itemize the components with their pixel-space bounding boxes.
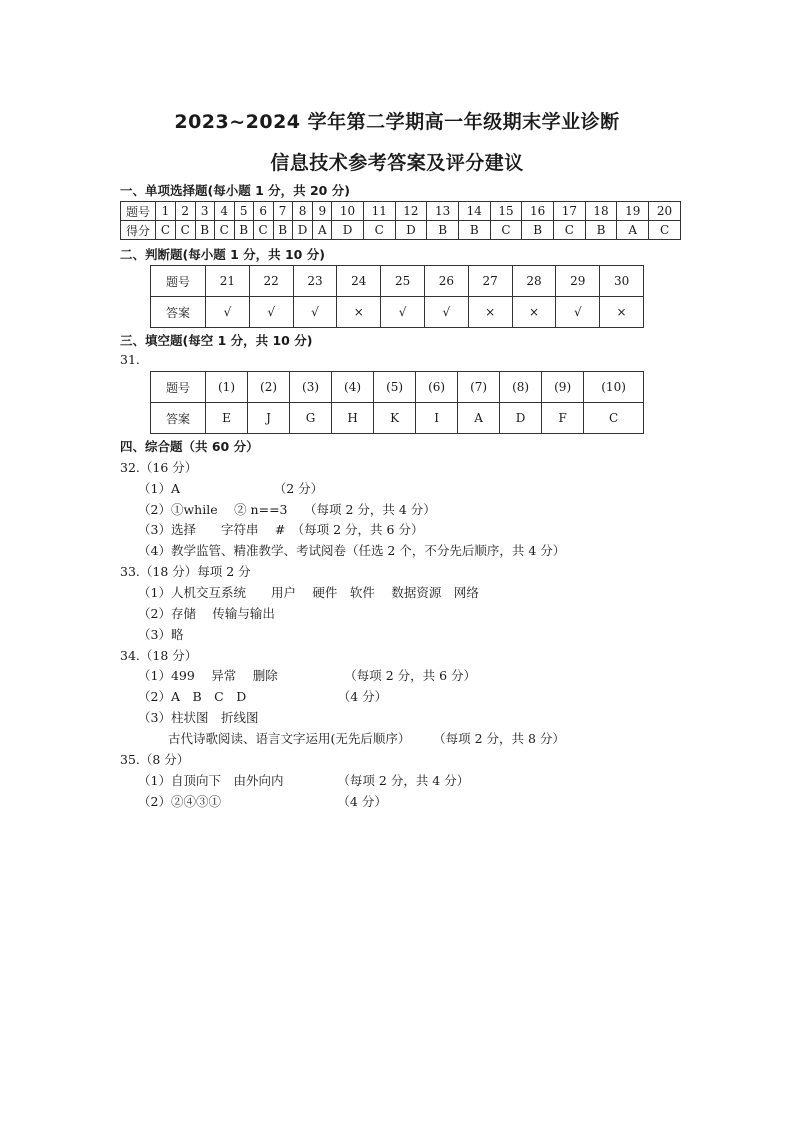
table-cell: 7 <box>273 202 292 221</box>
table-cell: 23 <box>293 266 337 297</box>
row-label: 题号 <box>151 372 206 403</box>
table-cell: G <box>290 403 332 434</box>
answer-line: 古代诗歌阅读、语言文字运用(无先后顺序） （每项 2 分，共 8 分） <box>168 731 565 746</box>
table-cell: √ <box>381 297 425 328</box>
section-4-heading: 四、综合题（共 60 分） <box>120 439 259 454</box>
table-cell: B <box>195 221 214 240</box>
answer-line: （3）略 <box>138 627 184 642</box>
fill-blank-answer-table <box>150 371 644 434</box>
table-cell: 19 <box>617 202 649 221</box>
section-3-heading: 三、填空题(每空 1 分，共 10 分) <box>120 333 313 348</box>
table-cell: B <box>458 221 490 240</box>
judgment-answer-table <box>150 265 644 328</box>
answer-line: （2）②④③① （4 分） <box>138 794 387 809</box>
table-cell: 27 <box>468 266 512 297</box>
table-cell: C <box>554 221 586 240</box>
table-cell: 22 <box>249 266 293 297</box>
table-cell: 28 <box>512 266 556 297</box>
choice-answer-table <box>120 201 681 240</box>
table-cell: 17 <box>554 202 586 221</box>
table-cell: 13 <box>427 202 459 221</box>
table-cell: 12 <box>395 202 427 221</box>
table-cell: √ <box>424 297 468 328</box>
table-cell: 21 <box>206 266 250 297</box>
answer-line: （1）自顶向下 由外向内 （每项 2 分，共 4 分） <box>138 773 470 788</box>
table-cell: K <box>374 403 416 434</box>
table-cell: 16 <box>522 202 554 221</box>
section-2-heading: 二、判断题(每小题 1 分，共 10 分) <box>120 247 325 262</box>
table-cell: 8 <box>292 202 313 221</box>
table-cell: 14 <box>458 202 490 221</box>
table-cell: C <box>490 221 522 240</box>
question-number: 31. <box>120 352 140 367</box>
table-cell: (10) <box>584 372 644 403</box>
table-cell: (5) <box>374 372 416 403</box>
table-cell: 5 <box>234 202 253 221</box>
table-cell: 3 <box>195 202 214 221</box>
answer-line: 33.（18 分）每项 2 分 <box>120 564 251 579</box>
table-cell: 10 <box>332 202 364 221</box>
answer-line: （3）选择 字符串 # （每项 2 分，共 6 分） <box>138 522 424 537</box>
table-cell: (6) <box>416 372 458 403</box>
answer-line: （4）教学监管、精准教学、考试阅卷（任选 2 个，不分先后顺序，共 4 分） <box>138 543 566 558</box>
table-cell: B <box>585 221 617 240</box>
table-cell: (3) <box>290 372 332 403</box>
page-title: 2023~2024 学年第二学期高一年级期末学业诊断 <box>174 111 620 133</box>
answer-line: 35.（8 分） <box>120 752 190 767</box>
table-row <box>121 221 681 240</box>
table-cell: C <box>156 221 176 240</box>
row-label: 答案 <box>151 403 206 434</box>
section-1-heading: 一、单项选择题(每小题 1 分，共 20 分) <box>120 183 350 198</box>
table-cell: (7) <box>458 372 500 403</box>
table-cell: C <box>649 221 681 240</box>
table-cell: 15 <box>490 202 522 221</box>
table-cell: C <box>175 221 195 240</box>
table-cell: (2) <box>248 372 290 403</box>
table-cell: 24 <box>337 266 381 297</box>
answer-line: （2）①while ② n==3 （每项 2 分，共 4 分） <box>138 502 436 517</box>
table-cell: D <box>395 221 427 240</box>
table-row <box>151 266 644 297</box>
table-cell: × <box>512 297 556 328</box>
table-cell: × <box>468 297 512 328</box>
table-cell: 18 <box>585 202 617 221</box>
table-cell: × <box>337 297 381 328</box>
answer-line: （2）A B C D （4 分） <box>138 689 388 704</box>
page-subtitle: 信息技术参考答案及评分建议 <box>270 152 524 174</box>
table-cell: 25 <box>381 266 425 297</box>
answer-line: 32.（16 分） <box>120 460 198 475</box>
table-cell: B <box>427 221 459 240</box>
table-cell: J <box>248 403 290 434</box>
table-cell: 30 <box>600 266 644 297</box>
answer-line: （1）人机交互系统 用户 硬件 软件 数据资源 网络 <box>138 585 479 600</box>
table-cell: B <box>273 221 292 240</box>
row-label: 题号 <box>121 202 156 221</box>
table-cell: (8) <box>500 372 542 403</box>
table-row <box>121 202 681 221</box>
answer-line: （1）499 异常 删除 （每项 2 分，共 6 分） <box>138 668 477 683</box>
table-cell: C <box>253 221 273 240</box>
table-cell: (4) <box>332 372 374 403</box>
answer-line: （2）存储 传输与输出 <box>138 606 275 621</box>
table-cell: B <box>234 221 253 240</box>
table-cell: 29 <box>556 266 600 297</box>
table-cell: C <box>584 403 644 434</box>
row-label: 题号 <box>151 266 206 297</box>
table-cell: √ <box>293 297 337 328</box>
table-cell: D <box>332 221 364 240</box>
table-cell: (1) <box>206 372 248 403</box>
table-cell: I <box>416 403 458 434</box>
table-cell: F <box>542 403 584 434</box>
table-cell: C <box>363 221 395 240</box>
table-cell: √ <box>556 297 600 328</box>
table-cell: A <box>458 403 500 434</box>
row-label: 得分 <box>121 221 156 240</box>
table-cell: √ <box>206 297 250 328</box>
table-cell: C <box>214 221 234 240</box>
answer-line: （3）柱状图 折线图 <box>138 710 259 725</box>
table-row <box>151 372 644 403</box>
table-cell: 9 <box>313 202 332 221</box>
row-label: 答案 <box>151 297 206 328</box>
answer-line: （1）A （2 分） <box>138 481 324 496</box>
table-cell: 2 <box>175 202 195 221</box>
table-cell: E <box>206 403 248 434</box>
table-cell: × <box>600 297 644 328</box>
table-cell: (9) <box>542 372 584 403</box>
table-cell: D <box>500 403 542 434</box>
table-cell: A <box>313 221 332 240</box>
table-row <box>151 297 644 328</box>
table-cell: D <box>292 221 313 240</box>
answer-line: 34.（18 分） <box>120 648 198 663</box>
table-cell: 26 <box>424 266 468 297</box>
table-cell: 4 <box>214 202 234 221</box>
table-cell: 11 <box>363 202 395 221</box>
table-row <box>151 403 644 434</box>
table-cell: 6 <box>253 202 273 221</box>
table-cell: A <box>617 221 649 240</box>
table-cell: B <box>522 221 554 240</box>
table-cell: H <box>332 403 374 434</box>
table-cell: √ <box>249 297 293 328</box>
table-cell: 20 <box>649 202 681 221</box>
table-cell: 1 <box>156 202 176 221</box>
